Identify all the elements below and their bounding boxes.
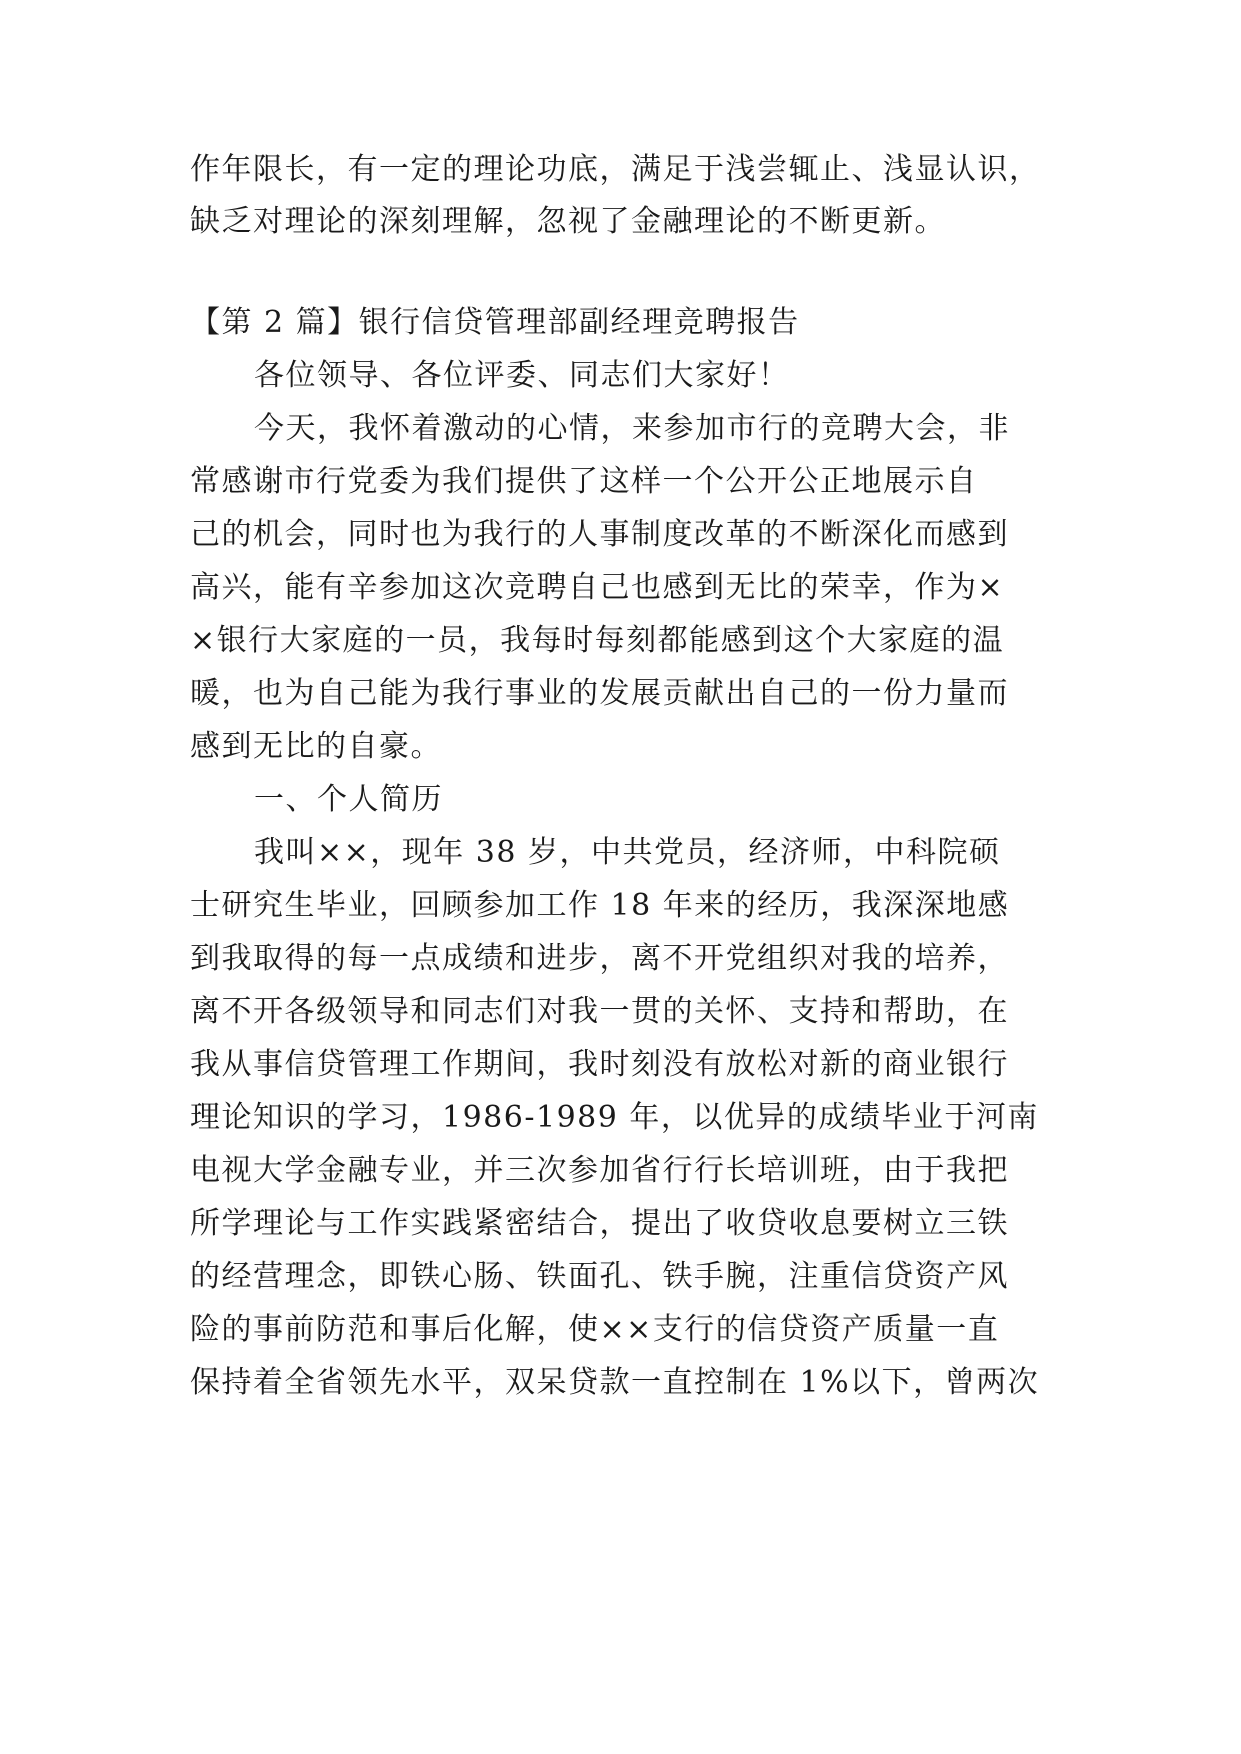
body-text-line: 士研究生毕业，回顾参加工作 18 年来的经历，我深深地感: [190, 888, 1010, 923]
body-text-line: 离不开各级领导和同志们对我一贯的关怀、支持和帮助，在: [190, 994, 1009, 1029]
body-text-line: 暖，也为自己能为我行事业的发展贡献出自己的一份力量而: [190, 676, 1009, 711]
body-text-line: 险的事前防范和事后化解，使××支行的信贷资产质量一直: [190, 1312, 1000, 1347]
body-text-line: 作年限长，有一定的理论功底，满足于浅尝辄止、浅显认识，: [190, 152, 1041, 187]
body-text-line: 我从事信贷管理工作期间，我时刻没有放松对新的商业银行: [190, 1047, 1009, 1082]
body-text-line: 常感谢市行党委为我们提供了这样一个公开公正地展示自: [190, 464, 978, 499]
body-text-line: 所学理论与工作实践紧密结合，提出了收贷收息要树立三铁: [190, 1206, 1009, 1241]
greeting: 各位领导、各位评委、同志们大家好！: [254, 358, 790, 393]
body-text-line: 己的机会，同时也为我行的人事制度改革的不断深化而感到: [190, 517, 1009, 552]
body-text-line: 缺乏对理论的深刻理解，忽视了金融理论的不断更新。: [190, 204, 946, 239]
body-text-line: 理论知识的学习，1986-1989 年，以优异的成绩毕业于河南: [190, 1100, 1039, 1135]
body-text-line: ×银行大家庭的一员，我每时每刻都能感到这个大家庭的温: [190, 623, 1005, 658]
body-text-line: 电视大学金融专业，并三次参加省行行长培训班，由于我把: [190, 1153, 1009, 1188]
body-text-line: 高兴，能有辛参加这次竞聘自己也感到无比的荣幸，作为×: [190, 570, 1005, 605]
body-text-line: 感到无比的自豪。: [190, 729, 442, 764]
body-text-line: 今天，我怀着激动的心情，来参加市行的竞聘大会，非: [254, 411, 1010, 446]
section-heading: 一、个人简历: [254, 782, 443, 817]
body-text-line: 的经营理念，即铁心肠、铁面孔、铁手腕，注重信贷资产风: [190, 1259, 1009, 1294]
article-title: 【第 2 篇】银行信贷管理部副经理竞聘报告: [190, 305, 800, 340]
body-text-line: 保持着全省领先水平，双呆贷款一直控制在 1%以下，曾两次: [190, 1365, 1040, 1400]
body-text-line: 我叫××，现年 38 岁，中共党员，经济师，中科院硕: [254, 835, 1001, 870]
body-text-line: 到我取得的每一点成绩和进步，离不开党组织对我的培养，: [190, 941, 1009, 976]
